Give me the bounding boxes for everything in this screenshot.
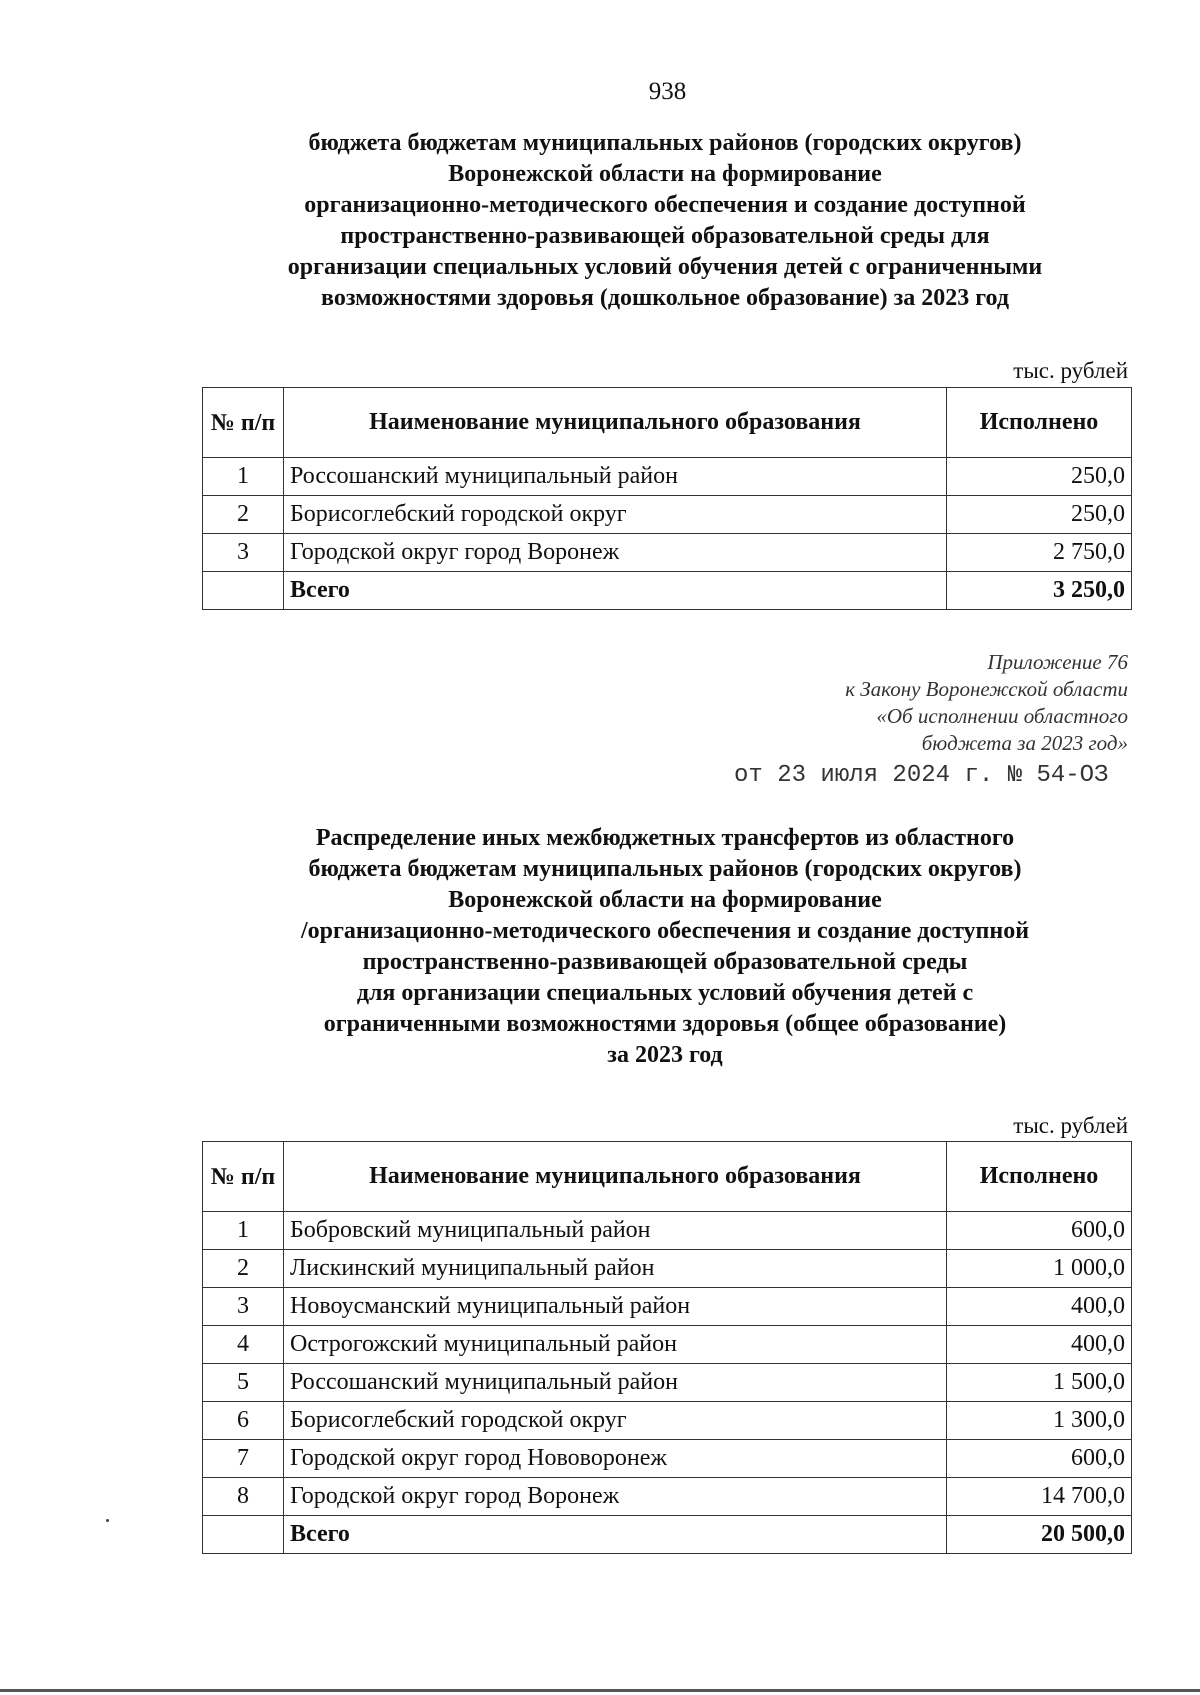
row-value: 1 300,0 — [947, 1402, 1132, 1440]
row-name: Россошанский муниципальный район — [284, 1364, 947, 1402]
row-name: Борисоглебский городской округ — [284, 1402, 947, 1440]
column-header-value: Исполнено — [947, 388, 1132, 458]
section1-table — [202, 387, 1132, 610]
heading-line: Воронежской области на формирование — [448, 887, 882, 913]
law-date-stamp: от 23 июля 2024 г. № 54-ОЗ — [734, 762, 1109, 789]
row-name: Городской округ город Воронеж — [284, 1478, 947, 1516]
appendix-line: к Закону Воронежской области — [845, 677, 1128, 701]
row-number: 8 — [203, 1478, 284, 1516]
row-value: 250,0 — [947, 496, 1132, 534]
table-header-row — [203, 388, 1132, 458]
row-name: Городской округ город Нововоронеж — [284, 1440, 947, 1478]
units-label: тыс. рублей — [1013, 1113, 1128, 1138]
row-name: Россошанский муниципальный район — [284, 458, 947, 496]
row-value: 600,0 — [947, 1212, 1132, 1250]
units-label: тыс. рублей — [1013, 358, 1128, 383]
row-number: 5 — [203, 1364, 284, 1402]
table-row — [203, 1402, 1132, 1440]
row-number: 7 — [203, 1440, 284, 1478]
total-label: Всего — [284, 1516, 947, 1554]
row-number: 3 — [203, 1288, 284, 1326]
heading-line: для организации специальных условий обучения детей с — [356, 980, 974, 1006]
row-value: 1 500,0 — [947, 1364, 1132, 1402]
row-value: 1 000,0 — [947, 1250, 1132, 1288]
column-header-name: Наименование муниципального образования — [284, 1142, 947, 1212]
row-value: 2 750,0 — [947, 534, 1132, 572]
section2-heading — [205, 823, 1125, 1071]
row-name: Борисоглебский городской округ — [284, 496, 947, 534]
appendix-line: Приложение 76 — [987, 650, 1128, 674]
row-number: 2 — [203, 496, 284, 534]
table-row — [203, 1212, 1132, 1250]
total-value: 3 250,0 — [947, 572, 1132, 610]
row-name: Острогожский муниципальный район — [284, 1326, 947, 1364]
table-total-row — [203, 1516, 1132, 1554]
total-empty-cell — [203, 1516, 284, 1554]
heading-line: /организационно-методического обеспечения и создание доступной — [300, 918, 1030, 944]
row-name: Городской округ город Воронеж — [284, 534, 947, 572]
appendix-note — [845, 649, 1128, 757]
row-number: 1 — [203, 1212, 284, 1250]
heading-line: бюджета бюджетам муниципальных районов (городских округов) — [308, 130, 1022, 156]
heading-line: пространственно-развивающей образовательной среды — [362, 949, 968, 975]
row-value: 400,0 — [947, 1288, 1132, 1326]
table-row — [203, 1326, 1132, 1364]
table-row — [203, 496, 1132, 534]
table-header-row — [203, 1142, 1132, 1212]
row-name: Новоусманский муниципальный район — [284, 1288, 947, 1326]
row-name: Бобровский муниципальный район — [284, 1212, 947, 1250]
table-row — [203, 534, 1132, 572]
column-header-number: № п/п — [203, 1142, 284, 1212]
heading-line: организационно-методического обеспечения и создание доступной — [304, 192, 1026, 218]
table-row — [203, 1478, 1132, 1516]
column-header-number: № п/п — [203, 388, 284, 458]
table-total-row — [203, 572, 1132, 610]
column-header-name: Наименование муниципального образования — [284, 388, 947, 458]
heading-line: возможностями здоровья (дошкольное образование) за 2023 год — [321, 285, 1009, 311]
row-value: 600,0 — [947, 1440, 1132, 1478]
heading-line: Распределение иных межбюджетных трансфертов из областного — [315, 825, 1015, 851]
section2-table — [202, 1141, 1132, 1554]
row-value: 400,0 — [947, 1326, 1132, 1364]
table-row — [203, 1288, 1132, 1326]
row-name: Лискинский муниципальный район — [284, 1250, 947, 1288]
heading-line: за 2023 год — [607, 1042, 723, 1068]
heading-line: ограниченными возможностями здоровья (общее образование) — [323, 1011, 1007, 1037]
row-number: 3 — [203, 534, 284, 572]
scan-speck — [106, 1519, 109, 1522]
row-number: 4 — [203, 1326, 284, 1364]
row-number: 2 — [203, 1250, 284, 1288]
column-header-value: Исполнено — [947, 1142, 1132, 1212]
heading-line: организации специальных условий обучения детей с ограниченными — [287, 254, 1043, 280]
page-number: 938 — [648, 78, 687, 105]
row-number: 6 — [203, 1402, 284, 1440]
total-label: Всего — [284, 572, 947, 610]
heading-line: пространственно-развивающей образовательной среды для — [340, 223, 990, 249]
table-row — [203, 458, 1132, 496]
row-value: 14 700,0 — [947, 1478, 1132, 1516]
row-value: 250,0 — [947, 458, 1132, 496]
total-value: 20 500,0 — [947, 1516, 1132, 1554]
appendix-line: «Об исполнении областного — [876, 704, 1128, 728]
section1-heading — [205, 128, 1125, 314]
table-row — [203, 1250, 1132, 1288]
heading-line: Воронежской области на формирование — [448, 161, 882, 187]
bottom-rule — [0, 1689, 1200, 1692]
table-row — [203, 1364, 1132, 1402]
total-empty-cell — [203, 572, 284, 610]
appendix-line: бюджета за 2023 год» — [921, 731, 1128, 755]
heading-line: бюджета бюджетам муниципальных районов (городских округов) — [308, 856, 1022, 882]
table-row — [203, 1440, 1132, 1478]
row-number: 1 — [203, 458, 284, 496]
